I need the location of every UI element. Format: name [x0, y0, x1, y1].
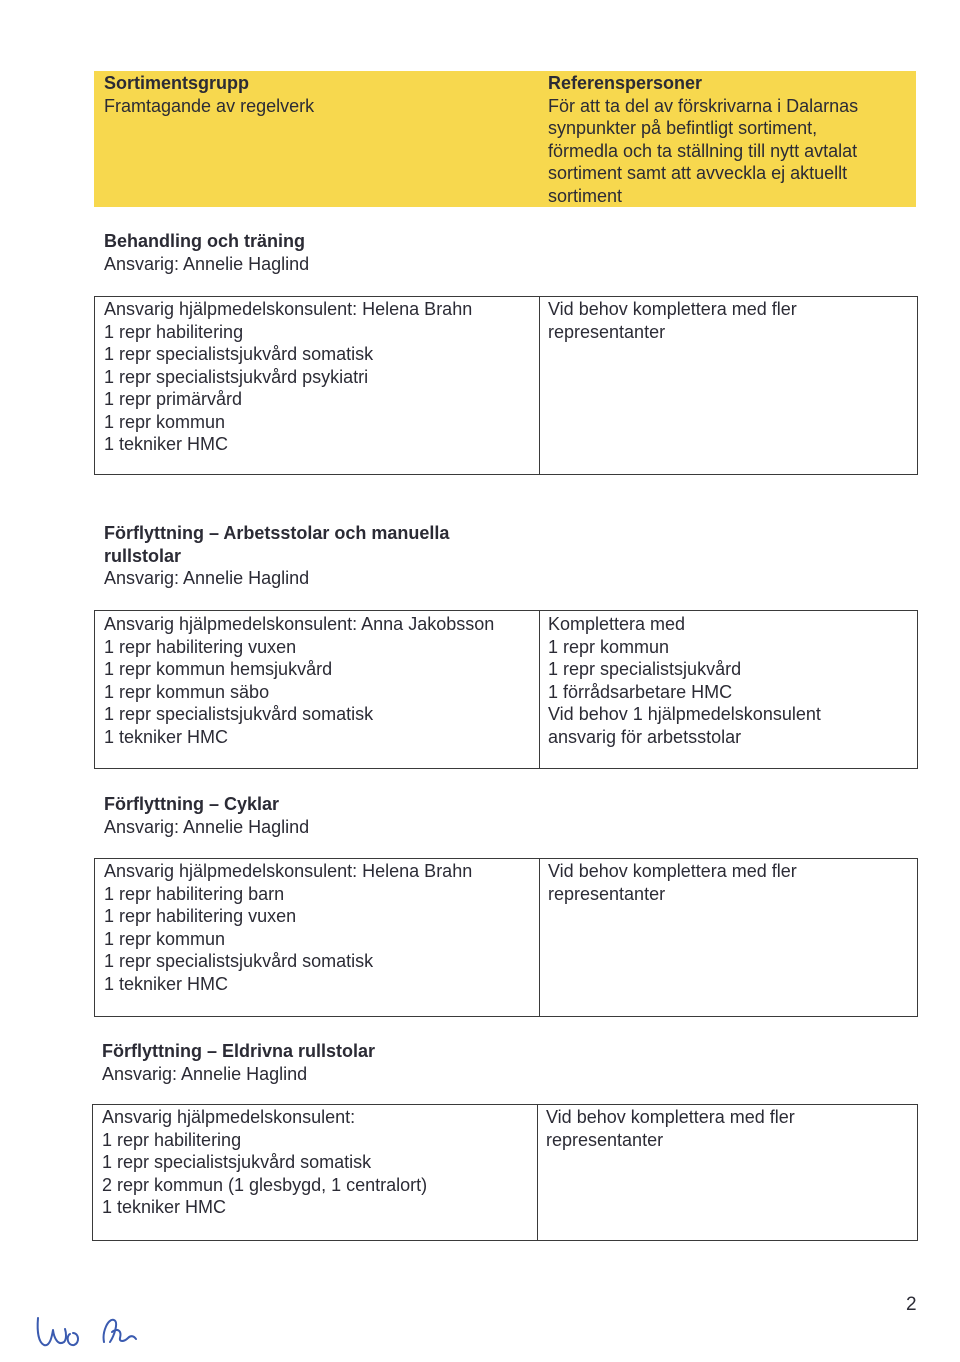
header-right	[548, 72, 858, 207]
section-responsible: Ansvarig: Annelie Haglind	[102, 1063, 308, 1084]
section-responsible: Ansvarig: Annelie Haglind	[104, 253, 310, 274]
referenspersoner-heading: Referenspersoner	[548, 73, 703, 93]
sortimentsgrupp-text: Framtagande av regelverk	[104, 95, 315, 116]
referens-line: synpunkter på befintligt sortiment,	[548, 118, 818, 138]
section-table-cyklar	[94, 858, 918, 1017]
member-line: 1 tekniker HMC	[104, 726, 229, 747]
note-line: representanter	[548, 321, 666, 342]
member-line: 1 tekniker HMC	[104, 973, 229, 994]
member-line: 1 tekniker HMC	[104, 434, 229, 454]
member-line: Ansvarig hjälpmedelskonsulent: Helena Brahn	[104, 861, 473, 881]
handwritten-initials	[32, 1312, 152, 1357]
right-cell	[548, 860, 797, 905]
section-table-arbetsstolar	[94, 610, 918, 769]
right-cell	[548, 298, 797, 343]
section-title: Förflyttning – Eldrivna rullstolar	[102, 1041, 376, 1061]
table-divider	[539, 611, 540, 768]
section-heading-cyklar	[104, 793, 309, 838]
member-line: 1 repr specialistsjukvård somatisk	[104, 951, 374, 971]
member-line: 1 repr kommun hemsjukvård	[104, 659, 333, 679]
note-line: ansvarig för arbetsstolar	[548, 726, 742, 747]
page-number: 2	[906, 1294, 917, 1315]
section-table-eldrivna	[92, 1104, 918, 1241]
note-line: Vid behov 1 hjälpmedelskonsulent	[548, 704, 821, 724]
note-line: Vid behov komplettera med fler	[548, 861, 797, 881]
section-title: Förflyttning – Cyklar	[104, 794, 280, 814]
member-line: 1 repr specialistsjukvård psykiatri	[104, 366, 369, 387]
referens-line: förmedla och ta ställning till nytt avtalat	[548, 140, 858, 161]
section-title: Förflyttning – Arbetsstolar och manuella	[104, 523, 450, 543]
table-divider	[539, 297, 540, 474]
right-cell	[546, 1106, 795, 1151]
section-title: Behandling och träning	[104, 231, 305, 251]
section-responsible: Ansvarig: Annelie Haglind	[104, 816, 310, 837]
member-line: Ansvarig hjälpmedelskonsulent: Helena Brahn	[104, 299, 473, 319]
member-line: 1 repr habilitering vuxen	[104, 906, 297, 926]
referens-line: sortiment	[548, 185, 623, 206]
member-line: 1 repr habilitering vuxen	[104, 636, 297, 657]
member-line: 1 repr habilitering barn	[104, 883, 285, 904]
referens-line: För att ta del av förskrivarna i Dalarnas	[548, 95, 859, 116]
note-line: 1 repr kommun	[548, 636, 670, 657]
left-cell	[102, 1106, 427, 1219]
member-line: 1 repr specialistsjukvård somatisk	[104, 704, 374, 724]
section-heading-arbetsstolar	[104, 522, 449, 590]
member-line: 1 repr kommun	[104, 411, 226, 432]
member-line: Ansvarig hjälpmedelskonsulent: Anna Jakobsson	[104, 614, 495, 634]
table-divider	[539, 859, 540, 1016]
section-table-behandling	[94, 296, 918, 475]
member-line: 1 repr primärvård	[104, 389, 243, 409]
section-title: rullstolar	[104, 545, 182, 566]
right-cell	[548, 613, 821, 748]
left-cell	[104, 613, 494, 748]
note-line: Vid behov komplettera med fler	[548, 299, 797, 319]
member-line: 1 repr habilitering	[102, 1129, 242, 1150]
member-line: 1 repr specialistsjukvård somatisk	[104, 344, 374, 364]
member-line: 2 repr kommun (1 glesbygd, 1 centralort)	[102, 1174, 428, 1195]
member-line: 1 repr specialistsjukvård somatisk	[102, 1152, 372, 1172]
member-line: 1 repr kommun säbo	[104, 681, 270, 702]
table-divider	[537, 1105, 538, 1240]
section-responsible: Ansvarig: Annelie Haglind	[104, 568, 310, 588]
note-line: representanter	[546, 1129, 664, 1150]
sortimentsgrupp-heading: Sortimentsgrupp	[104, 73, 250, 93]
member-line: Ansvarig hjälpmedelskonsulent:	[102, 1107, 356, 1127]
note-line: 1 förrådsarbetare HMC	[548, 681, 733, 702]
note-line: representanter	[548, 883, 666, 904]
member-line: 1 repr habilitering	[104, 321, 244, 342]
referens-line: sortiment samt att avveckla ej aktuellt	[548, 163, 848, 183]
note-line: Komplettera med	[548, 614, 686, 634]
header-left	[104, 72, 314, 117]
note-line: 1 repr specialistsjukvård	[548, 659, 742, 679]
note-line: Vid behov komplettera med fler	[546, 1107, 795, 1127]
section-heading-eldrivna	[102, 1040, 375, 1085]
section-heading-behandling	[104, 230, 309, 275]
member-line: 1 tekniker HMC	[102, 1197, 227, 1217]
left-cell	[104, 860, 472, 995]
left-cell	[104, 298, 472, 456]
member-line: 1 repr kommun	[104, 928, 226, 949]
